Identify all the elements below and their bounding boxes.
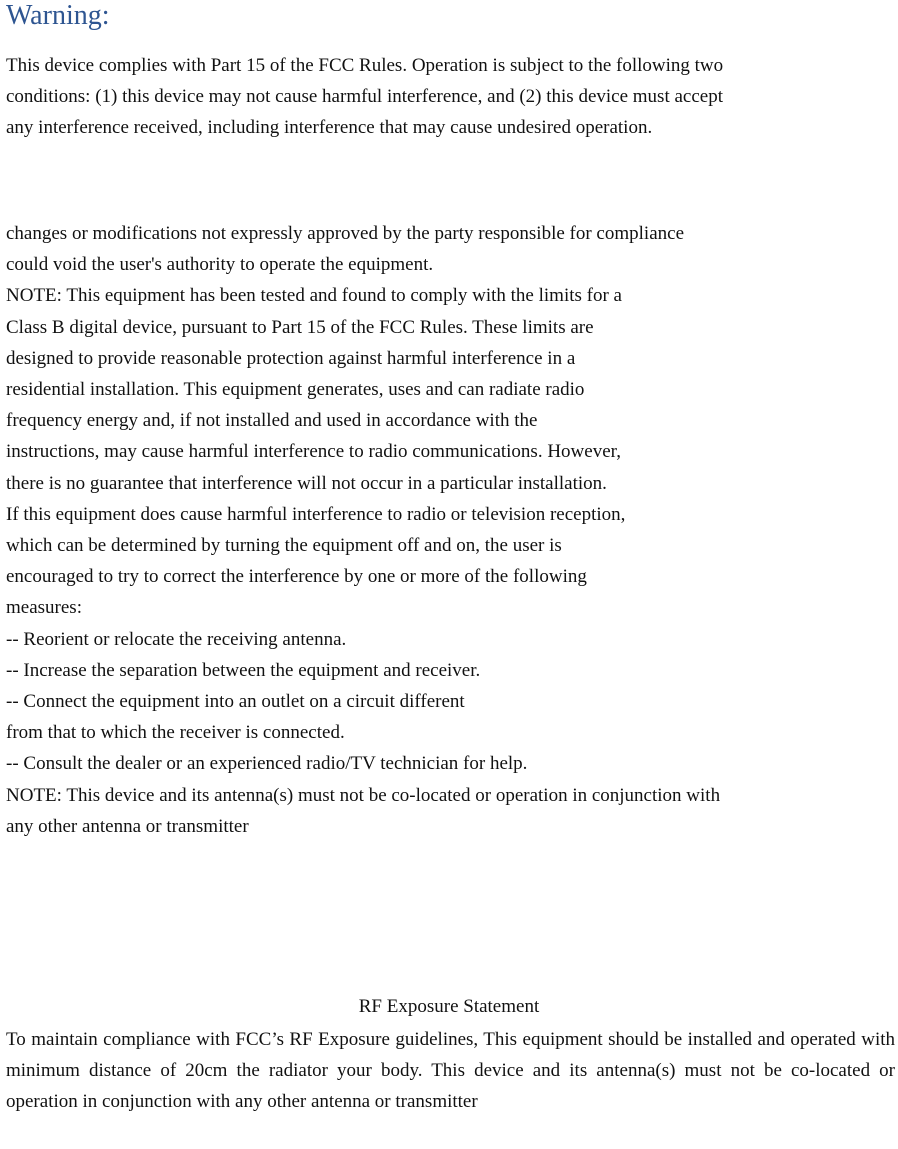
text-line: designed to provide reasonable protection against harmful interference in a xyxy=(6,347,576,369)
list-item: -- Consult the dealer or an experienced radio/TV technician for help. xyxy=(6,753,528,775)
compliance-paragraph xyxy=(6,50,723,144)
text-line: measures: xyxy=(6,597,82,619)
text-line: conditions: (1) this device may not cause harmful interference, and (2) this device must accept xyxy=(6,86,723,108)
rf-exposure-title: RF Exposure Statement xyxy=(358,996,540,1017)
text-line: any interference received, including interference that may cause undesired operation. xyxy=(6,117,653,139)
warning-heading: Warning: xyxy=(6,0,110,31)
list-item: -- Connect the equipment into an outlet on a circuit different xyxy=(6,691,465,713)
text-line: from that to which the receiver is connected. xyxy=(6,722,345,744)
text-line: This device complies with Part 15 of the FCC Rules. Operation is subject to the following two xyxy=(6,55,724,76)
text-line: residential installation. This equipment generates, uses and can radiate radio xyxy=(6,379,585,401)
text-line: any other antenna or transmitter xyxy=(6,815,249,837)
rf-exposure-paragraph: To maintain compliance with FCC’s RF Exposure guidelines, This equipment should be installed and operated with minimum distance of 20cm the radiator your body. This device and its antenna(s) must not be co-located or operation in conjunction with any other antenna or transmitter xyxy=(6,1029,895,1112)
fcc-notice-block xyxy=(6,218,720,842)
text-line: If this equipment does cause harmful interference to radio or television reception, xyxy=(6,503,626,525)
text-line: NOTE: This equipment has been tested and found to comply with the limits for a xyxy=(6,285,622,307)
text-line: there is no guarantee that interference will not occur in a particular installation. xyxy=(6,472,607,494)
list-item: -- Increase the separation between the equipment and receiver. xyxy=(6,659,481,681)
text-line: frequency energy and, if not installed and used in accordance with the xyxy=(6,410,538,432)
text-line: which can be determined by turning the equipment off and on, the user is xyxy=(6,535,562,557)
text-line: changes or modifications not expressly approved by the party responsible for compliance xyxy=(6,223,684,244)
text-line: could void the user's authority to operate the equipment. xyxy=(6,254,434,276)
text-line: instructions, may cause harmful interference to radio communications. However, xyxy=(6,441,621,463)
list-item: -- Reorient or relocate the receiving antenna. xyxy=(6,628,347,650)
text-line: Class B digital device, pursuant to Part 15 of the FCC Rules. These limits are xyxy=(6,316,594,338)
text-line: NOTE: This device and its antenna(s) must not be co-located or operation in conjunction with xyxy=(6,784,721,806)
text-line: encouraged to try to correct the interference by one or more of the following xyxy=(6,566,587,588)
